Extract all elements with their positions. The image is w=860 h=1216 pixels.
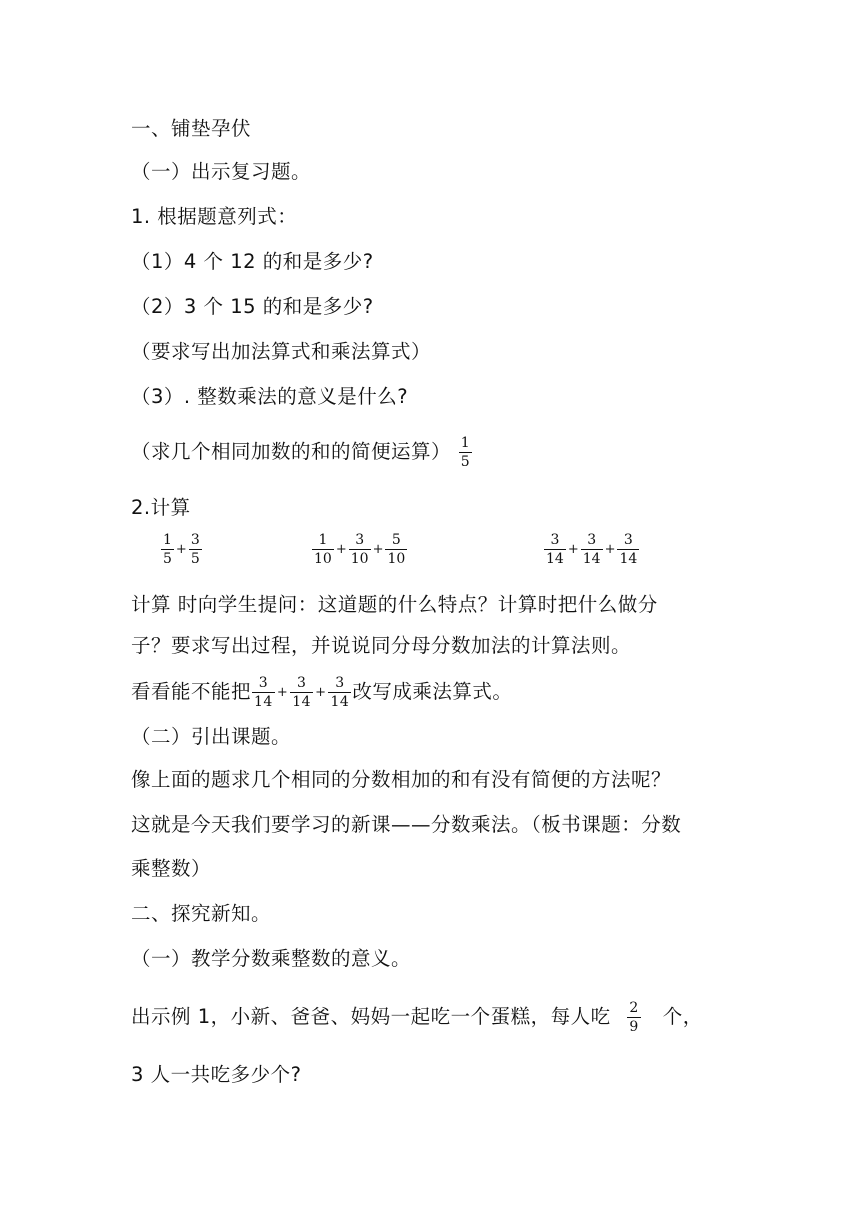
paragraph: 这就是今天我们要学习的新课——分数乘法。（板书课题：分数 <box>131 813 682 836</box>
question-item: （1）4 个 12 的和是多少? <box>131 250 374 273</box>
fraction-denominator: 10 <box>350 551 369 567</box>
fraction-denominator: 10 <box>314 551 332 567</box>
fraction-numerator: 1 <box>163 532 172 548</box>
fraction-denominator: 9 <box>629 1019 639 1035</box>
fraction-numerator: 3 <box>296 675 307 691</box>
fraction <box>544 532 566 567</box>
paragraph: 像上面的题求几个相同的分数相加的和有没有简便的方法呢？ <box>131 768 672 791</box>
fraction-expression <box>543 532 640 567</box>
fraction-numerator: 3 <box>190 532 200 548</box>
paragraph: 子？要求写出过程，并说说同分母分数加法的计算法则。 <box>131 634 632 657</box>
paragraph: 1. 根据题意列式： <box>131 205 298 228</box>
fraction-denominator: 5 <box>163 551 172 567</box>
fraction-denominator: 14 <box>254 694 273 710</box>
plus-sign: + <box>276 684 289 700</box>
fraction <box>290 675 313 710</box>
plus-sign: + <box>372 542 384 557</box>
paragraph-with-fractions <box>131 675 512 710</box>
plus-sign: + <box>604 542 616 557</box>
fraction-expression <box>311 532 408 567</box>
fraction-numerator: 3 <box>587 532 597 548</box>
fraction-numerator: 5 <box>391 532 401 548</box>
paragraph: 计算 时向学生提问：这道题的什么特点？计算时把什么做分 <box>131 593 658 616</box>
fraction-expression <box>160 532 203 567</box>
paragraph-text: 改写成乘法算式。 <box>352 680 513 703</box>
fraction-denominator: 14 <box>582 551 601 567</box>
fraction-numerator: 3 <box>623 532 633 548</box>
paragraph-text: 个， <box>662 1005 703 1028</box>
fraction-numerator: 2 <box>629 1000 639 1016</box>
fraction-denominator: 10 <box>387 551 406 567</box>
plus-sign: + <box>315 684 327 700</box>
fraction <box>312 532 334 567</box>
subsection-heading: （二）引出课题。 <box>131 725 292 748</box>
paragraph-text: 看看能不能把 <box>131 680 252 703</box>
fraction-numerator: 3 <box>550 532 560 548</box>
subsection-heading: （一）教学分数乘整数的意义。 <box>131 947 412 970</box>
subsection-heading: （一）出示复习题。 <box>131 160 312 183</box>
plus-sign: + <box>567 542 579 557</box>
fraction <box>385 532 407 567</box>
plus-sign: + <box>335 542 347 557</box>
fraction-denominator: 5 <box>460 454 471 470</box>
fraction <box>189 532 202 567</box>
fraction <box>161 532 174 567</box>
paragraph: 2.计算 <box>131 496 191 519</box>
fraction-denominator: 14 <box>619 551 638 567</box>
fraction <box>459 435 472 470</box>
fraction-numerator: 3 <box>335 675 345 691</box>
fraction-numerator: 1 <box>460 435 471 451</box>
fraction-numerator: 1 <box>318 532 328 548</box>
paragraph: （要求写出加法算式和乘法算式） <box>131 340 432 363</box>
section-heading-1: 一、铺垫孕伏 <box>131 117 252 140</box>
question-item: （2）3 个 15 的和是多少? <box>131 295 374 318</box>
fraction <box>328 675 351 710</box>
fraction-numerator: 3 <box>355 532 365 548</box>
fraction <box>627 1000 640 1035</box>
paragraph-text: （求几个相同加数的和的简便运算） <box>131 440 452 463</box>
fraction <box>252 675 275 710</box>
fraction <box>349 532 371 567</box>
fraction <box>581 532 603 567</box>
fraction-denominator: 14 <box>292 694 312 710</box>
paragraph: 3 人一共吃多少个? <box>131 1063 302 1086</box>
plus-sign: + <box>175 542 187 557</box>
fraction-numerator: 3 <box>258 675 269 691</box>
paragraph-text: 出示例 1，小新、爸爸、妈妈一起吃一个蛋糕，每人吃 <box>131 1005 611 1028</box>
paragraph-with-fraction <box>131 435 473 470</box>
fraction-denominator: 14 <box>546 551 564 567</box>
question-item: （3）. 整数乘法的意义是什么? <box>131 385 409 408</box>
paragraph: 乘整数） <box>131 857 212 880</box>
paragraph-with-fraction <box>131 1000 703 1035</box>
fraction-denominator: 5 <box>190 551 200 567</box>
section-heading-2: 二、探究新知。 <box>131 902 272 925</box>
fraction <box>617 532 639 567</box>
fraction-denominator: 14 <box>330 694 350 710</box>
